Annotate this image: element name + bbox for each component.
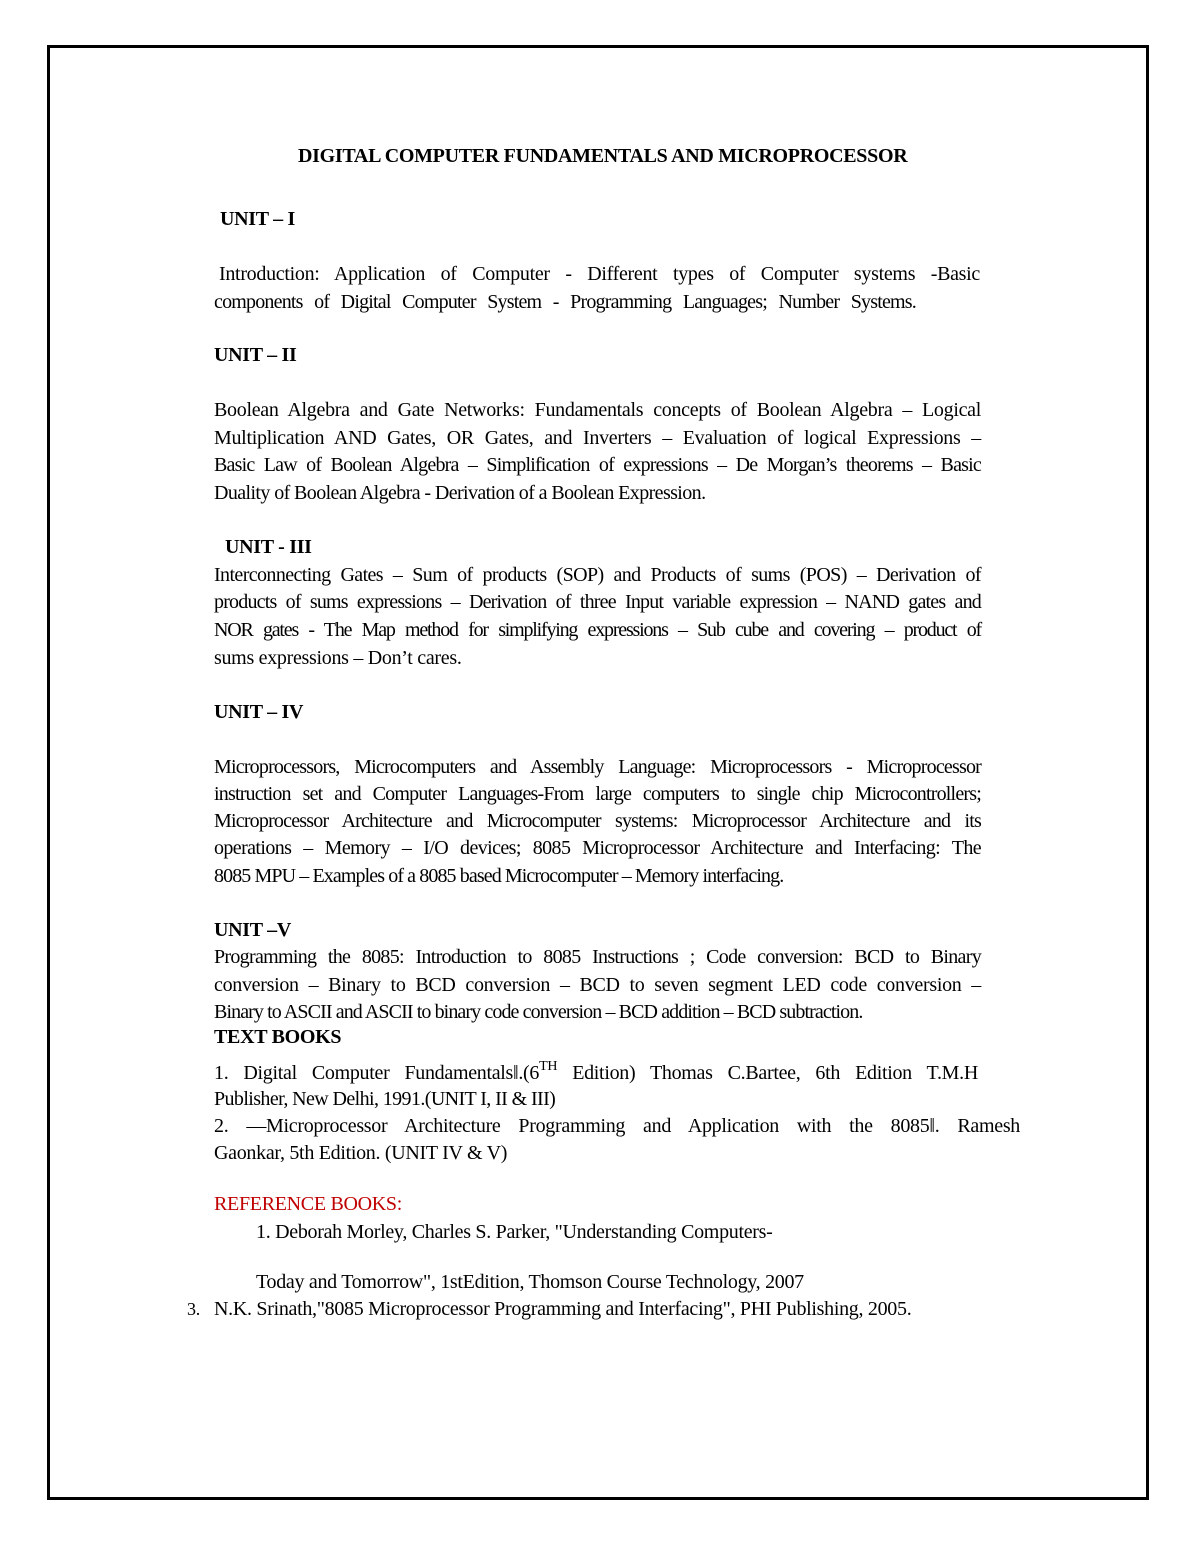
unit-2-text-line: Basic Law of Boolean Algebra – Simplification of expressions – De Morgan’s theorems – Basic [214, 454, 981, 476]
unit-4-text-line: Microprocessors, Microcomputers and Assembly Language: Microprocessors - Microprocessor [214, 756, 981, 778]
unit-4-text-line: operations – Memory – I/O devices; 8085 Microprocessor Architecture and Interfacing: The [214, 837, 981, 859]
text-book-1-part: Edition) Thomas C.Bartee, 6th Edition T.M.H [557, 1062, 978, 1084]
text-book-1-line: Publisher, New Delhi, 1991.(UNIT I, II & III) [214, 1088, 556, 1110]
unit-3-text-line: sums expressions – Don’t cares. [214, 647, 462, 669]
text-book-1-edition-sup: TH [539, 1059, 558, 1074]
unit-5-heading: UNIT –V [214, 919, 291, 941]
unit-4-text-line: instruction set and Computer Languages-From large computers to single chip Microcontrollers; [214, 783, 981, 805]
text-books-heading: TEXT BOOKS [214, 1026, 342, 1048]
unit-1-heading: UNIT – I [220, 208, 296, 230]
reference-book-1-line: 1. Deborah Morley, Charles S. Parker, "Understanding Computers- [256, 1221, 773, 1243]
text-book-2-line: 2. —Microprocessor Architecture Programming and Application with the 8085‖. Ramesh [214, 1115, 1020, 1137]
unit-1-text-line: Introduction: Application of Computer - Different types of Computer systems -Basic [219, 263, 980, 285]
unit-4-heading: UNIT – IV [214, 701, 304, 723]
text-book-1-line [214, 1061, 978, 1085]
unit-3-text-line: Interconnecting Gates – Sum of products (SOP) and Products of sums (POS) – Derivation of [214, 564, 981, 586]
unit-1-text-line: components of Digital Computer System - Programming Languages; Number Systems. [214, 291, 916, 313]
unit-5-text-line: conversion – Binary to BCD conversion – BCD to seven segment LED code conversion – [214, 974, 981, 996]
unit-3-heading: UNIT - III [225, 536, 312, 558]
unit-4-text-line: Microprocessor Architecture and Microcomputer systems: Microprocessor Architecture and its [214, 810, 981, 832]
reference-book-1-line: Today and Tomorrow", 1stEdition, Thomson Course Technology, 2007 [256, 1271, 804, 1293]
unit-2-heading: UNIT – II [214, 344, 297, 366]
unit-5-text-line: Programming the 8085: Introduction to 8085 Instructions ; Code conversion: BCD to Binary [214, 946, 981, 968]
unit-2-text-line: Duality of Boolean Algebra - Derivation of a Boolean Expression. [214, 482, 706, 504]
unit-2-text-line: Boolean Algebra and Gate Networks: Fundamentals concepts of Boolean Algebra – Logical [214, 399, 981, 421]
unit-5-text-line: Binary to ASCII and ASCII to binary code conversion – BCD addition – BCD subtraction. [214, 1001, 863, 1023]
reference-books-heading: REFERENCE BOOKS: [214, 1193, 403, 1215]
unit-4-text-line: 8085 MPU – Examples of a 8085 based Microcomputer – Memory interfacing. [214, 865, 784, 887]
text-book-1-part: 1. Digital Computer Fundamentals‖.(6 [214, 1062, 540, 1084]
unit-3-text-line: NOR gates - The Map method for simplifying expressions – Sub cube and covering – product of [214, 619, 981, 641]
reference-book-3-number: 3. [187, 1299, 200, 1319]
document-title: DIGITAL COMPUTER FUNDAMENTALS AND MICROPROCESSOR [298, 145, 908, 167]
unit-3-text-line: products of sums expressions – Derivation of three Input variable expression – NAND gates and [214, 591, 981, 613]
reference-book-3-line: N.K. Srinath,"8085 Microprocessor Programming and Interfacing", PHI Publishing, 2005. [214, 1298, 912, 1320]
text-book-2-line: Gaonkar, 5th Edition. (UNIT IV & V) [214, 1142, 508, 1164]
unit-2-text-line: Multiplication AND Gates, OR Gates, and Inverters – Evaluation of logical Expressions – [214, 427, 981, 449]
